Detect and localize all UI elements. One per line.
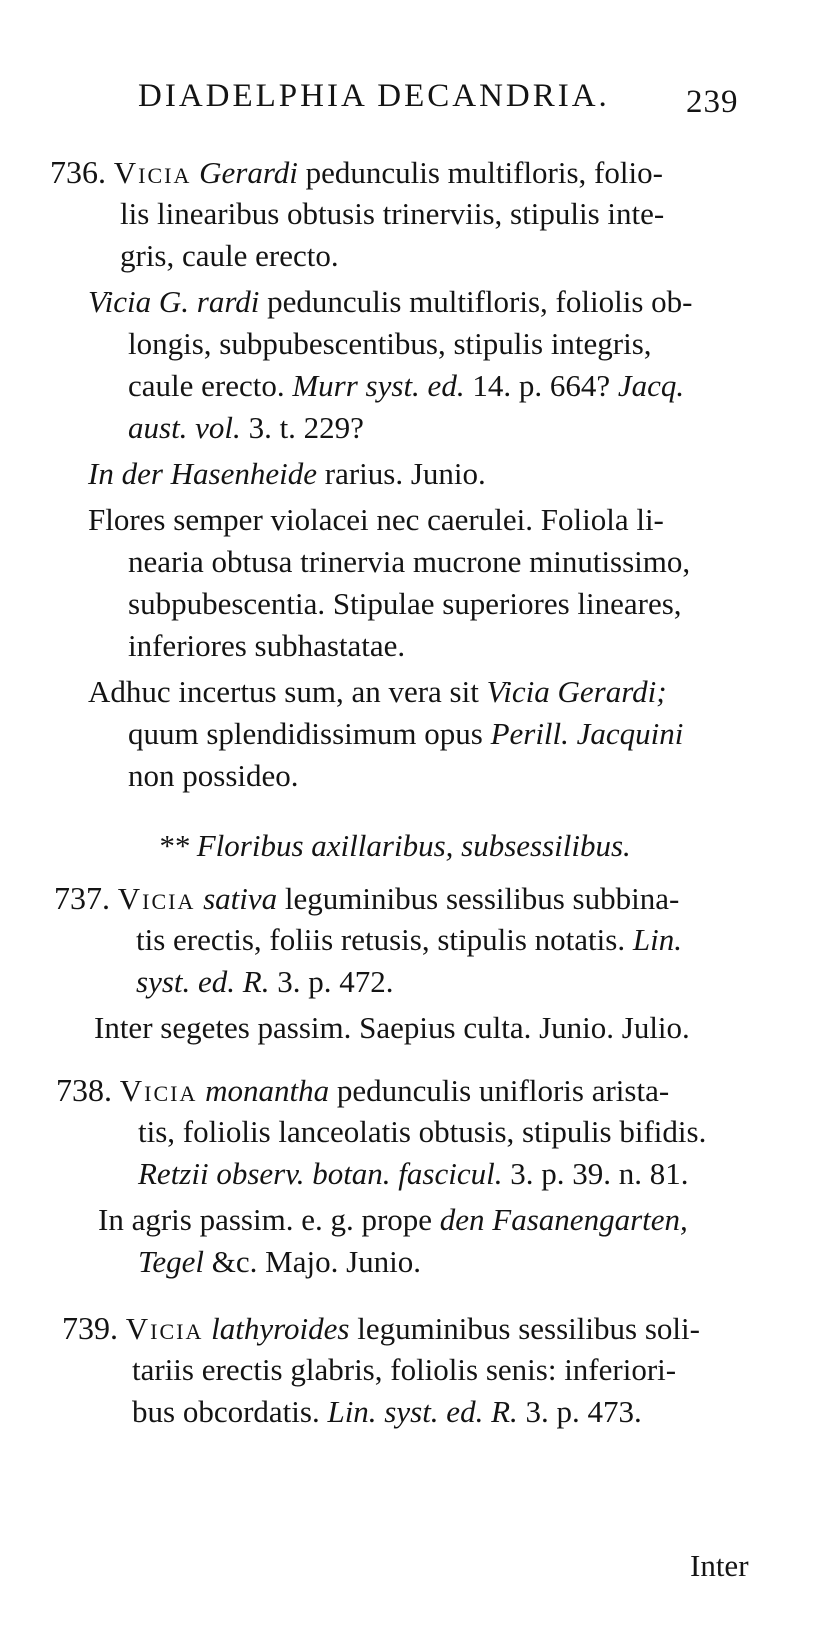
remark-line bbox=[88, 672, 667, 712]
entry-line bbox=[50, 152, 663, 193]
genus-name: Vicia bbox=[119, 1073, 198, 1108]
section-heading-text: ** Floribus axillaribus, subsessilibus. bbox=[158, 828, 631, 863]
locality-line bbox=[98, 1200, 688, 1240]
citation-line bbox=[138, 1154, 688, 1194]
description-text: bus obcordatis. bbox=[132, 1394, 320, 1429]
note-text: inferiores subhastatae. bbox=[128, 628, 406, 663]
locality-line bbox=[88, 454, 486, 494]
synonym-text: pedunculis multifloris, foliolis ob- bbox=[267, 284, 693, 319]
note-text: nearia obtusa trinervia mucrone minutissimo, bbox=[128, 544, 691, 579]
locality-text: In agris passim. e. g. prope bbox=[98, 1202, 433, 1237]
entry-line bbox=[56, 1070, 669, 1111]
remark-text: quum splendidissimum opus bbox=[128, 716, 483, 751]
description-text: pedunculis unifloris arista- bbox=[336, 1073, 670, 1108]
entry-line bbox=[54, 878, 679, 919]
citation-work: syst. ed. R. bbox=[136, 964, 270, 999]
citation-locus: 3. p. 473. bbox=[525, 1394, 642, 1429]
description-text: tis, foliolis lanceolatis obtusis, stipulis bifidis. bbox=[138, 1114, 707, 1149]
remark-text: Adhuc incertus sum, an vera sit bbox=[88, 674, 479, 709]
page-header bbox=[0, 78, 830, 128]
description-text: tis erectis, foliis retusis, stipulis notatis. bbox=[136, 922, 626, 957]
running-head: DIADELPHIA DECANDRIA. bbox=[138, 78, 610, 114]
species-name: Gerardi bbox=[199, 155, 298, 190]
author-reference: Perill. Jacquini bbox=[490, 716, 684, 751]
citation-locus: 3. p. 472. bbox=[277, 964, 394, 999]
locality-line bbox=[138, 1242, 421, 1282]
citation-work: aust. vol. bbox=[128, 410, 241, 445]
locality-name: Tegel bbox=[138, 1244, 205, 1279]
description-text: lis linearibus obtusis trinerviis, stipulis inte- bbox=[120, 196, 665, 231]
citation-work: Murr syst. ed. bbox=[292, 368, 465, 403]
page-number: 239 bbox=[686, 84, 739, 120]
catchword: Inter bbox=[690, 1548, 749, 1583]
description-line bbox=[136, 920, 682, 960]
description-text: gris, caule erecto. bbox=[120, 238, 339, 273]
synonym-line bbox=[88, 282, 692, 322]
remark-line bbox=[128, 714, 683, 754]
description-text: leguminibus sessilibus subbina- bbox=[284, 881, 680, 916]
citation-author: Jacq. bbox=[617, 368, 685, 403]
locality-text: rarius. Junio. bbox=[324, 456, 486, 491]
remark-text: non possideo. bbox=[128, 758, 299, 793]
species-reference: Vicia Gerardi; bbox=[486, 674, 667, 709]
genus-name: Vicia bbox=[125, 1311, 204, 1346]
genus-name: Vicia bbox=[117, 881, 196, 916]
synonym-text: caule erecto. bbox=[128, 368, 285, 403]
synonym-line bbox=[128, 408, 364, 448]
description-text: leguminibus sessilibus soli- bbox=[357, 1311, 700, 1346]
citation-line bbox=[136, 962, 393, 1002]
note-text: Flores semper violacei nec caerulei. Foliola li- bbox=[88, 502, 664, 537]
synonym-line bbox=[128, 366, 684, 406]
entry-line bbox=[62, 1308, 700, 1349]
species-name: sativa bbox=[203, 881, 278, 916]
genus-name: Vicia bbox=[113, 155, 192, 190]
citation-locus: 14. p. 664? bbox=[472, 368, 611, 403]
entry-number: 738. bbox=[56, 1072, 112, 1108]
locality-name: den Fasanengarten, bbox=[439, 1202, 688, 1237]
entry-number: 739. bbox=[62, 1310, 118, 1346]
locality-text: &c. Majo. Junio. bbox=[211, 1244, 422, 1279]
synonym-name: Vicia G. rardi bbox=[88, 284, 260, 319]
description-text: tariis erectis glabris, foliolis senis: inferiori- bbox=[132, 1352, 677, 1387]
citation-line bbox=[132, 1392, 642, 1432]
citation-locus: 3. t. 229? bbox=[248, 410, 364, 445]
section-heading bbox=[158, 826, 631, 866]
locality-text: Inter segetes passim. Saepius culta. Junio. Julio. bbox=[94, 1010, 690, 1045]
citation-work: Lin. syst. ed. R. bbox=[327, 1394, 518, 1429]
species-name: lathyroides bbox=[211, 1311, 350, 1346]
entry-number: 736. bbox=[50, 154, 106, 190]
note-text: subpubescentia. Stipulae superiores lineares, bbox=[128, 586, 682, 621]
entry-number: 737. bbox=[54, 880, 110, 916]
species-name: monantha bbox=[205, 1073, 330, 1108]
locality-name: In der Hasenheide bbox=[88, 456, 317, 491]
citation-work: Retzii observ. botan. fascicul. bbox=[138, 1156, 503, 1191]
citation-author: Lin. bbox=[632, 922, 682, 957]
description-text: pedunculis multifloris, folio- bbox=[305, 155, 663, 190]
citation-locus: 3. p. 39. n. 81. bbox=[510, 1156, 689, 1191]
synonym-text: longis, subpubescentibus, stipulis integris, bbox=[128, 326, 652, 361]
